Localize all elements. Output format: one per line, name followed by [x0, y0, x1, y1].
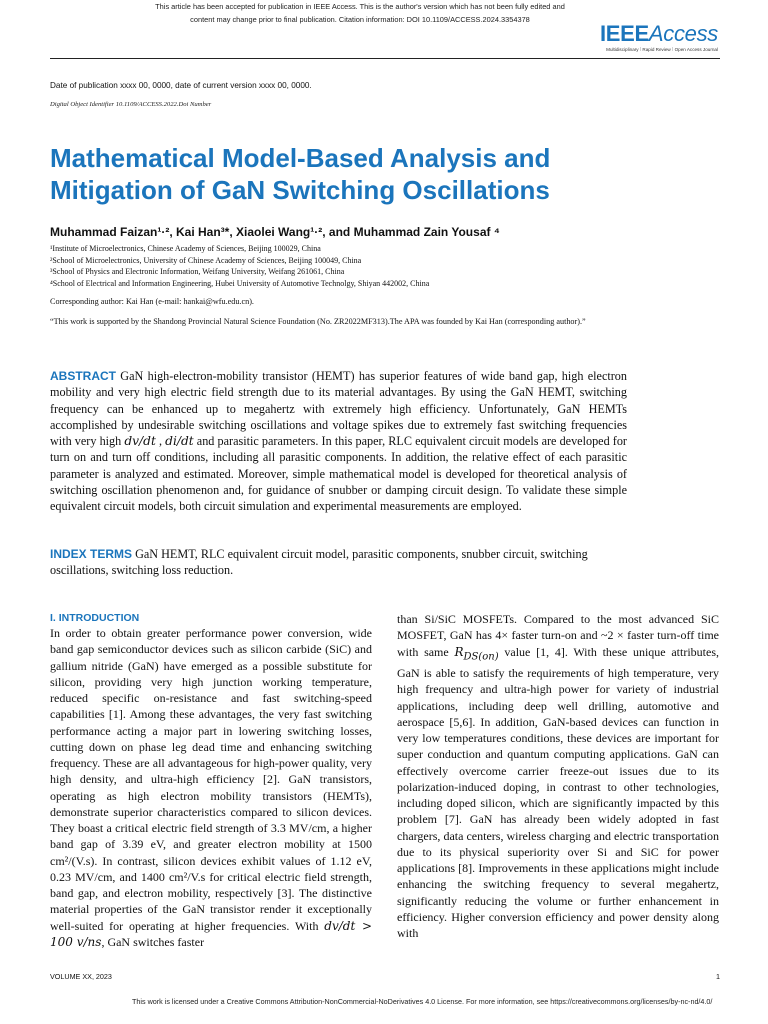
- logo-tagline: Multidisciplinary ⁞ Rapid Review ⁞ Open Access Journal: [606, 47, 718, 52]
- license-notice: This work is licensed under a Creative Commons Attribution-NonCommercial-NoDerivatives 4.0 License. For more information, see https://creativecommons.org/licenses/by-nc-nd/4.0/: [132, 997, 713, 1006]
- acceptance-notice-line1: This article has been accepted for publication in IEEE Access. This is the author's version which has not been fully edited and: [155, 2, 565, 11]
- page-number: 1: [716, 972, 720, 981]
- body-column-right: [397, 611, 719, 941]
- doi-line: Digital Object Identifier 10.1109/ACCESS.2022.Doi Number: [50, 101, 212, 108]
- acceptance-notice: [0, 0, 680, 26]
- intro-right-text: than Si/SiC MOSFETs. Compared to the most advanced SiC MOSFET, GaN has 4× faster turn-on and ~2 × faster turn-off time with same: [397, 612, 719, 659]
- acceptance-notice-line2: content may change prior to final publication. Citation information: DOI 10.1109/ACCESS.2024.3354378: [190, 15, 530, 24]
- logo-access: Access: [648, 21, 718, 46]
- affiliation-2: ²School of Microelectronics, University of Chinese Academy of Sciences, Beijing 100049, China: [50, 255, 362, 265]
- abstract-math-dvdt: dv/dt: [124, 434, 156, 449]
- intro-left-text-end: , GaN switches faster: [101, 934, 205, 949]
- intro-left-text: In order to obtain greater performance power conversion, wide band gap semiconductor devices such as silicon carbide (SiC) and gallium nitride (GaN) have emerged as a possible substitute for silicon, providing very high junction working temperature, reduced specific on-resistance and fast switching-speed capabilities [1]. Among these advantages, the very fast switching performance acting a major part in lowering switching losses, cutting down on phase leg dead time and enhancing switching frequency. These are all advantageous for high-power quality, very high density, and ultra-high efficiency [2]. GaN transistors, operating as high electron mobility transistors (HEMTs), demonstrate superior characteristics compared to silicon devices. They boast a critical electric field strength of 3.3 MV/cm, a higher band gap of 3.39 eV, and greater electron mobility at 1500 cm²/(V.s). In contrast, silicon devices exhibit values of 1.12 eV, 0.23 MV/cm, and 1400 cm²/V.s for critical electric field strength, band gap, and electron mobility, respectively [3]. The distinctive material properties of the GaN transistor render it exceptionally well-suited for operating at higher frequencies. With: [50, 626, 372, 933]
- section-heading-introduction: I. INTRODUCTION: [50, 612, 140, 624]
- intro-right-math: [454, 644, 499, 662]
- paper-title: [50, 142, 690, 206]
- header-divider: [50, 58, 720, 59]
- rds-on-symbol: R: [454, 644, 464, 659]
- intro-right-text-end: value [1, 4]. With these unique attributes, GaN is able to satisfy the requirements of high temperature, very high frequency and ultra-high power for variety of industrial applications, including deep well drilling, automotive and aerospace [5,6]. In addition, GaN-based devices can function in very low temperatures conditions, these devices are important for super conduction and quantum computing applications. GaN can effectively overcome carrier freeze-out issues due to its polarization-induced doping, in contrast to other technologies, including doped silicon, which are significantly impacted by this problem [7]. GaN has already been widely adopted in fast chargers, data centers, wireless charging and electric transportation due to its physical superiority over Si and SiC for power applications [8]. Improvements in these applications might include enhancing the switching frequency to several megahertz, significantly reducing the volume or further enhancement in efficiency. Higher conversion efficiency and power density along with: [397, 644, 720, 941]
- abstract-text-part1: GaN high-electron-mobility transistor (HEMT) has superior features of wide band gap, high electron mobility and very high electric field strength due to its material advantages. By using the GaN HEMT, switching frequency can be enhanced up to megahertz with extremely high efficiency. Unfortunately, GaN HEMTs accomplished by undesirable switching oscillations and voltage spikes due to extremely fast switching frequencies with very high: [50, 369, 627, 449]
- paper-title-line1: Mathematical Model-Based Analysis and: [50, 143, 551, 173]
- funding-note: “This work is supported by the Shandong Provincial Natural Science Foundation (No. ZR2022MF313).The APA was founded by Kai Han (corresponding author).”: [50, 317, 586, 326]
- affiliation-1: ¹Institute of Microelectronics, Chinese Academy of Sciences, Beijing 100029, China: [50, 244, 321, 253]
- abstract-heading: ABSTRACT: [50, 369, 116, 383]
- abstract: [50, 368, 627, 515]
- index-terms: [50, 546, 627, 579]
- publication-date: Date of publication xxxx 00, 0000, date of current version xxxx 00, 0000.: [50, 81, 312, 90]
- abstract-math-separator: ,: [155, 434, 166, 449]
- author-list: Muhammad Faizan¹·², Kai Han³*, Xiaolei Wang¹·², and Muhammad Zain Yousaf ⁴: [50, 225, 500, 239]
- abstract-text-part2: and parasitic parameters. In this paper, RLC equivalent circuit models are developed for turn on and turn off conditions, including all parasitic components. In addition, the relative effect of each parasitic parameter is analyzed and estimated. Moreover, simple mathematical model is developed for theoretical analysis of switching oscillation phenomenon and, for guidance of snubber or damping circuit design. To validate these simple equivalent circuit models, both circuit simulation and experimental measurements are employed.: [50, 434, 627, 514]
- affiliation-3: ³School of Physics and Electronic Information, Weifang University, Weifang 261061, China: [50, 267, 345, 277]
- corresponding-author: Corresponding author: Kai Han (e-mail: hankai@wfu.edu.cn).: [50, 297, 254, 306]
- abstract-math-didt: di/dt: [165, 434, 194, 449]
- index-terms-heading: INDEX TERMS: [50, 547, 133, 561]
- body-column-left: [50, 611, 372, 950]
- paper-title-line2: Mitigation of GaN Switching Oscillations: [50, 175, 550, 205]
- volume-label: VOLUME XX, 2023: [50, 972, 112, 981]
- index-terms-text: GaN HEMT, RLC equivalent circuit model, parasitic components, snubber circuit, switching oscillations, switching loss reduction.: [50, 547, 588, 578]
- logo-ieee: IEEE: [599, 21, 649, 46]
- affiliations: [50, 243, 429, 289]
- ieee-access-logo: [600, 22, 718, 46]
- affiliation-4: ⁴School of Electrical and Information Engineering, Hubei University of Automotive Technolgy, Shiyan 442002, China: [50, 278, 430, 288]
- intro-left-math: dv/dt > 100 v/ns: [50, 918, 372, 949]
- rds-on-subscript: DS(on): [463, 650, 499, 662]
